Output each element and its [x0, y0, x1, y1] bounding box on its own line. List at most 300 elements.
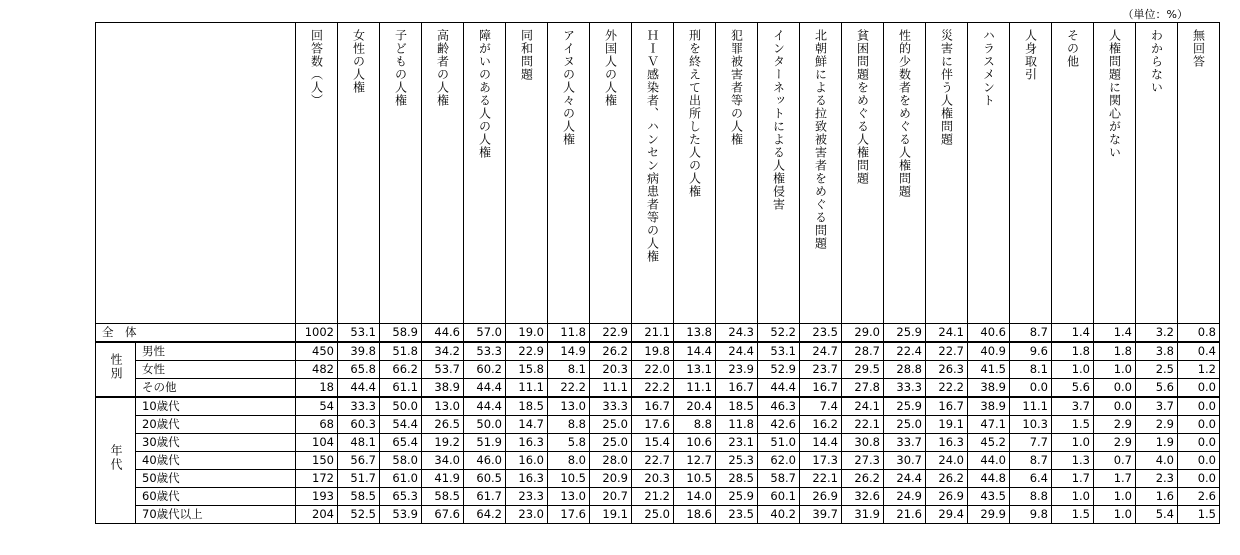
value-cell: 40.9 — [968, 342, 1010, 361]
table-row — [96, 324, 1220, 343]
value-cell: 17.6 — [548, 506, 590, 524]
value-cell: 48.1 — [338, 434, 380, 452]
value-cell: 44.4 — [338, 379, 380, 398]
value-cell: 68 — [296, 416, 338, 434]
value-cell: 33.7 — [884, 434, 926, 452]
value-cell: 19.1 — [926, 416, 968, 434]
group-label-text: 年代 — [109, 444, 123, 472]
value-cell: 24.7 — [800, 342, 842, 361]
value-cell: 14.4 — [674, 342, 716, 361]
value-cell: 15.8 — [506, 361, 548, 379]
value-cell: 10.6 — [674, 434, 716, 452]
value-cell: 24.1 — [842, 397, 884, 416]
value-cell: 1.5 — [1052, 506, 1094, 524]
value-cell: 51.8 — [380, 342, 422, 361]
value-cell: 22.9 — [506, 342, 548, 361]
column-header — [632, 23, 674, 324]
value-cell: 16.7 — [926, 397, 968, 416]
value-cell: 22.7 — [632, 452, 674, 470]
value-cell: 66.2 — [380, 361, 422, 379]
column-header-label: わからない — [1149, 29, 1164, 94]
value-cell: 25.0 — [590, 434, 632, 452]
value-cell: 28.7 — [842, 342, 884, 361]
value-cell: 0.0 — [1178, 379, 1220, 398]
value-cell: 58.5 — [422, 488, 464, 506]
column-header — [884, 23, 926, 324]
value-cell: 46.0 — [464, 452, 506, 470]
value-cell: 44.4 — [464, 379, 506, 398]
column-header-label: 高齢者の人権 — [435, 29, 450, 107]
value-cell: 26.3 — [926, 361, 968, 379]
value-cell: 52.2 — [758, 324, 800, 343]
value-cell: 9.8 — [1010, 506, 1052, 524]
value-cell: 6.4 — [1010, 470, 1052, 488]
value-cell: 50.0 — [464, 416, 506, 434]
value-cell: 11.8 — [716, 416, 758, 434]
value-cell: 8.1 — [548, 361, 590, 379]
value-cell: 44.0 — [968, 452, 1010, 470]
value-cell: 46.3 — [758, 397, 800, 416]
value-cell: 27.8 — [842, 379, 884, 398]
value-cell: 7.4 — [800, 397, 842, 416]
column-header-label: 無回答 — [1191, 29, 1206, 68]
value-cell: 27.3 — [842, 452, 884, 470]
value-cell: 0.0 — [1178, 470, 1220, 488]
value-cell: 0.0 — [1094, 397, 1136, 416]
value-cell: 25.0 — [884, 416, 926, 434]
value-cell: 1.8 — [1052, 342, 1094, 361]
table-row — [96, 379, 1220, 398]
column-header — [716, 23, 758, 324]
value-cell: 1.5 — [1178, 506, 1220, 524]
value-cell: 52.9 — [758, 361, 800, 379]
unit-note: （単位：%） — [1122, 8, 1188, 21]
value-cell: 16.7 — [800, 379, 842, 398]
value-cell: 1.4 — [1094, 324, 1136, 343]
value-cell: 41.9 — [422, 470, 464, 488]
value-cell: 60.3 — [338, 416, 380, 434]
value-cell: 24.0 — [926, 452, 968, 470]
value-cell: 5.4 — [1136, 506, 1178, 524]
column-header — [1010, 23, 1052, 324]
value-cell: 1.5 — [1052, 416, 1094, 434]
value-cell: 24.3 — [716, 324, 758, 343]
value-cell: 38.9 — [422, 379, 464, 398]
value-cell: 24.4 — [716, 342, 758, 361]
value-cell: 14.4 — [800, 434, 842, 452]
table-row — [96, 342, 1220, 361]
value-cell: 11.1 — [506, 379, 548, 398]
value-cell: 1.9 — [1136, 434, 1178, 452]
value-cell: 67.6 — [422, 506, 464, 524]
column-header-label: 同和問題 — [519, 29, 534, 81]
value-cell: 41.5 — [968, 361, 1010, 379]
value-cell: 20.9 — [590, 470, 632, 488]
value-cell: 38.9 — [968, 379, 1010, 398]
value-cell: 13.1 — [674, 361, 716, 379]
value-cell: 10.5 — [548, 470, 590, 488]
value-cell: 0.4 — [1178, 342, 1220, 361]
value-cell: 10.3 — [1010, 416, 1052, 434]
value-cell: 25.3 — [716, 452, 758, 470]
value-cell: 0.0 — [1178, 434, 1220, 452]
value-cell: 33.3 — [338, 397, 380, 416]
value-cell: 34.2 — [422, 342, 464, 361]
value-cell: 5.8 — [548, 434, 590, 452]
value-cell: 18.6 — [674, 506, 716, 524]
column-header-label: 女性の人権 — [351, 29, 366, 94]
value-cell: 22.2 — [926, 379, 968, 398]
value-cell: 1.7 — [1052, 470, 1094, 488]
value-cell: 44.8 — [968, 470, 1010, 488]
value-cell: 54.4 — [380, 416, 422, 434]
column-header-label: ＨＩＶ感染者、ハンセン病患者等の人権 — [645, 29, 660, 263]
value-cell: 16.7 — [632, 397, 674, 416]
value-cell: 22.0 — [632, 361, 674, 379]
value-cell: 61.7 — [464, 488, 506, 506]
column-header-label: 刑を終えて出所した人の人権 — [687, 29, 702, 198]
value-cell: 29.0 — [842, 324, 884, 343]
value-cell: 3.7 — [1136, 397, 1178, 416]
column-header-label: 子どもの人権 — [393, 29, 408, 107]
column-header-label: 北朝鮮による拉致被害者をめぐる問題 — [813, 29, 828, 250]
value-cell: 172 — [296, 470, 338, 488]
value-cell: 1002 — [296, 324, 338, 343]
column-header-label: ハラスメント — [981, 29, 996, 107]
row-label: 10歳代 — [136, 397, 296, 416]
value-cell: 1.0 — [1094, 488, 1136, 506]
value-cell: 8.1 — [1010, 361, 1052, 379]
value-cell: 14.7 — [506, 416, 548, 434]
column-header — [800, 23, 842, 324]
value-cell: 58.9 — [380, 324, 422, 343]
value-cell: 44.4 — [464, 397, 506, 416]
table-row — [96, 397, 1220, 416]
value-cell: 33.3 — [884, 379, 926, 398]
value-cell: 23.3 — [506, 488, 548, 506]
value-cell: 0.0 — [1178, 397, 1220, 416]
value-cell: 21.6 — [884, 506, 926, 524]
column-header-label: 性的少数者をめぐる人権問題 — [897, 29, 912, 198]
value-cell: 45.2 — [968, 434, 1010, 452]
value-cell: 204 — [296, 506, 338, 524]
value-cell: 20.3 — [632, 470, 674, 488]
value-cell: 19.0 — [506, 324, 548, 343]
column-header — [506, 23, 548, 324]
value-cell: 26.9 — [926, 488, 968, 506]
value-cell: 16.0 — [506, 452, 548, 470]
value-cell: 2.9 — [1094, 416, 1136, 434]
value-cell: 0.0 — [1178, 452, 1220, 470]
value-cell: 60.1 — [758, 488, 800, 506]
value-cell: 51.7 — [338, 470, 380, 488]
value-cell: 25.0 — [632, 506, 674, 524]
value-cell: 23.1 — [716, 434, 758, 452]
value-cell: 22.1 — [842, 416, 884, 434]
value-cell: 39.8 — [338, 342, 380, 361]
value-cell: 16.3 — [926, 434, 968, 452]
value-cell: 2.5 — [1136, 361, 1178, 379]
table-row — [96, 470, 1220, 488]
value-cell: 22.9 — [590, 324, 632, 343]
column-header — [674, 23, 716, 324]
value-cell: 29.5 — [842, 361, 884, 379]
column-header — [590, 23, 632, 324]
value-cell: 58.0 — [380, 452, 422, 470]
value-cell: 14.0 — [674, 488, 716, 506]
value-cell: 12.7 — [674, 452, 716, 470]
column-header — [338, 23, 380, 324]
value-cell: 8.7 — [1010, 324, 1052, 343]
column-header-label: 障がいのある人の人権 — [477, 29, 492, 159]
value-cell: 32.6 — [842, 488, 884, 506]
value-cell: 20.4 — [674, 397, 716, 416]
value-cell: 44.4 — [758, 379, 800, 398]
value-cell: 8.8 — [548, 416, 590, 434]
value-cell: 30.7 — [884, 452, 926, 470]
value-cell: 19.1 — [590, 506, 632, 524]
column-header — [968, 23, 1010, 324]
column-header — [926, 23, 968, 324]
value-cell: 11.1 — [1010, 397, 1052, 416]
value-cell: 1.6 — [1136, 488, 1178, 506]
group-label-text: 性別 — [109, 353, 123, 381]
row-label: 70歳代以上 — [136, 506, 296, 524]
value-cell: 24.9 — [884, 488, 926, 506]
value-cell: 0.8 — [1178, 324, 1220, 343]
value-cell: 1.0 — [1094, 506, 1136, 524]
table-row — [96, 488, 1220, 506]
value-cell: 38.9 — [968, 397, 1010, 416]
value-cell: 31.9 — [842, 506, 884, 524]
value-cell: 0.0 — [1010, 379, 1052, 398]
value-cell: 13.0 — [422, 397, 464, 416]
column-header — [1178, 23, 1220, 324]
value-cell: 11.1 — [590, 379, 632, 398]
row-label: 30歳代 — [136, 434, 296, 452]
value-cell: 40.6 — [968, 324, 1010, 343]
value-cell: 5.6 — [1052, 379, 1094, 398]
value-cell: 65.3 — [380, 488, 422, 506]
value-cell: 28.5 — [716, 470, 758, 488]
value-cell: 3.2 — [1136, 324, 1178, 343]
value-cell: 62.0 — [758, 452, 800, 470]
column-header-label: アイヌの人々の人権 — [561, 29, 576, 146]
value-cell: 24.1 — [926, 324, 968, 343]
value-cell: 22.2 — [548, 379, 590, 398]
value-cell: 58.7 — [758, 470, 800, 488]
value-cell: 1.8 — [1094, 342, 1136, 361]
column-header — [842, 23, 884, 324]
column-header-label: インターネットによる人権侵害 — [771, 29, 786, 211]
value-cell: 23.5 — [716, 506, 758, 524]
value-cell: 3.7 — [1052, 397, 1094, 416]
value-cell: 104 — [296, 434, 338, 452]
value-cell: 16.2 — [800, 416, 842, 434]
row-label: 男性 — [136, 342, 296, 361]
value-cell: 0.0 — [1178, 416, 1220, 434]
value-cell: 53.1 — [338, 324, 380, 343]
value-cell: 2.3 — [1136, 470, 1178, 488]
row-label: 50歳代 — [136, 470, 296, 488]
value-cell: 14.9 — [548, 342, 590, 361]
value-cell: 482 — [296, 361, 338, 379]
value-cell: 21.1 — [632, 324, 674, 343]
column-header — [464, 23, 506, 324]
value-cell: 26.2 — [842, 470, 884, 488]
column-header-label: 回答数（人） — [309, 29, 324, 107]
value-cell: 22.4 — [884, 342, 926, 361]
row-label: 全 体 — [96, 324, 296, 343]
group-label — [96, 397, 136, 524]
value-cell: 17.3 — [800, 452, 842, 470]
value-cell: 65.8 — [338, 361, 380, 379]
value-cell: 61.1 — [380, 379, 422, 398]
value-cell: 65.4 — [380, 434, 422, 452]
value-cell: 13.8 — [674, 324, 716, 343]
group-label — [96, 342, 136, 397]
value-cell: 53.3 — [464, 342, 506, 361]
column-header — [758, 23, 800, 324]
value-cell: 53.9 — [380, 506, 422, 524]
value-cell: 1.0 — [1052, 488, 1094, 506]
value-cell: 8.7 — [1010, 452, 1052, 470]
value-cell: 23.7 — [800, 361, 842, 379]
value-cell: 40.2 — [758, 506, 800, 524]
value-cell: 450 — [296, 342, 338, 361]
value-cell: 18.5 — [716, 397, 758, 416]
column-header-label: 人権問題に関心がない — [1107, 29, 1122, 159]
table-row — [96, 434, 1220, 452]
value-cell: 24.4 — [884, 470, 926, 488]
value-cell: 1.4 — [1052, 324, 1094, 343]
value-cell: 26.2 — [590, 342, 632, 361]
value-cell: 51.9 — [464, 434, 506, 452]
value-cell: 13.0 — [548, 397, 590, 416]
value-cell: 39.7 — [800, 506, 842, 524]
value-cell: 43.5 — [968, 488, 1010, 506]
column-header-label: 外国人の人権 — [603, 29, 618, 107]
value-cell: 10.5 — [674, 470, 716, 488]
value-cell: 60.2 — [464, 361, 506, 379]
column-header — [296, 23, 338, 324]
value-cell: 23.9 — [716, 361, 758, 379]
row-label: 40歳代 — [136, 452, 296, 470]
value-cell: 47.1 — [968, 416, 1010, 434]
value-cell: 11.8 — [548, 324, 590, 343]
value-cell: 30.8 — [842, 434, 884, 452]
column-header — [380, 23, 422, 324]
value-cell: 28.0 — [590, 452, 632, 470]
value-cell: 21.2 — [632, 488, 674, 506]
value-cell: 8.8 — [1010, 488, 1052, 506]
value-cell: 16.3 — [506, 434, 548, 452]
value-cell: 17.6 — [632, 416, 674, 434]
value-cell: 8.8 — [674, 416, 716, 434]
value-cell: 20.7 — [590, 488, 632, 506]
row-label: 60歳代 — [136, 488, 296, 506]
value-cell: 29.4 — [926, 506, 968, 524]
value-cell: 26.2 — [926, 470, 968, 488]
value-cell: 3.8 — [1136, 342, 1178, 361]
value-cell: 23.5 — [800, 324, 842, 343]
table-row — [96, 361, 1220, 379]
value-cell: 56.7 — [338, 452, 380, 470]
value-cell: 1.0 — [1052, 361, 1094, 379]
value-cell: 18 — [296, 379, 338, 398]
column-header — [1094, 23, 1136, 324]
table-row — [96, 416, 1220, 434]
column-header — [548, 23, 590, 324]
row-label: その他 — [136, 379, 296, 398]
value-cell: 53.1 — [758, 342, 800, 361]
value-cell: 19.8 — [632, 342, 674, 361]
value-cell: 44.6 — [422, 324, 464, 343]
value-cell: 22.1 — [800, 470, 842, 488]
value-cell: 150 — [296, 452, 338, 470]
value-cell: 1.3 — [1052, 452, 1094, 470]
value-cell: 16.3 — [506, 470, 548, 488]
value-cell: 0.7 — [1094, 452, 1136, 470]
value-cell: 22.2 — [632, 379, 674, 398]
value-cell: 23.0 — [506, 506, 548, 524]
value-cell: 26.5 — [422, 416, 464, 434]
value-cell: 11.1 — [674, 379, 716, 398]
row-label: 女性 — [136, 361, 296, 379]
row-label: 20歳代 — [136, 416, 296, 434]
column-header-label: 人身取引 — [1023, 29, 1038, 81]
value-cell: 1.0 — [1094, 361, 1136, 379]
value-cell: 26.9 — [800, 488, 842, 506]
value-cell: 51.0 — [758, 434, 800, 452]
value-cell: 25.0 — [590, 416, 632, 434]
value-cell: 42.6 — [758, 416, 800, 434]
value-cell: 5.6 — [1136, 379, 1178, 398]
value-cell: 25.9 — [884, 397, 926, 416]
value-cell: 57.0 — [464, 324, 506, 343]
value-cell: 1.7 — [1094, 470, 1136, 488]
table-row — [96, 506, 1220, 524]
value-cell: 58.5 — [338, 488, 380, 506]
corner-cell — [96, 23, 296, 324]
value-cell: 28.8 — [884, 361, 926, 379]
value-cell: 9.6 — [1010, 342, 1052, 361]
value-cell: 2.9 — [1136, 416, 1178, 434]
value-cell: 8.0 — [548, 452, 590, 470]
value-cell: 1.2 — [1178, 361, 1220, 379]
value-cell: 2.9 — [1094, 434, 1136, 452]
value-cell: 4.0 — [1136, 452, 1178, 470]
value-cell: 34.0 — [422, 452, 464, 470]
value-cell: 52.5 — [338, 506, 380, 524]
column-header — [1136, 23, 1178, 324]
value-cell: 7.7 — [1010, 434, 1052, 452]
value-cell: 60.5 — [464, 470, 506, 488]
value-cell: 64.2 — [464, 506, 506, 524]
value-cell: 20.3 — [590, 361, 632, 379]
column-header-label: その他 — [1065, 29, 1080, 68]
table-body — [96, 324, 1220, 524]
value-cell: 193 — [296, 488, 338, 506]
value-cell: 61.0 — [380, 470, 422, 488]
column-header — [422, 23, 464, 324]
column-header-label: 犯罪被害者等の人権 — [729, 29, 744, 146]
value-cell: 16.7 — [716, 379, 758, 398]
value-cell: 53.7 — [422, 361, 464, 379]
value-cell: 33.3 — [590, 397, 632, 416]
value-cell: 1.0 — [1052, 434, 1094, 452]
column-header-label: 災害に伴う人権問題 — [939, 29, 954, 146]
